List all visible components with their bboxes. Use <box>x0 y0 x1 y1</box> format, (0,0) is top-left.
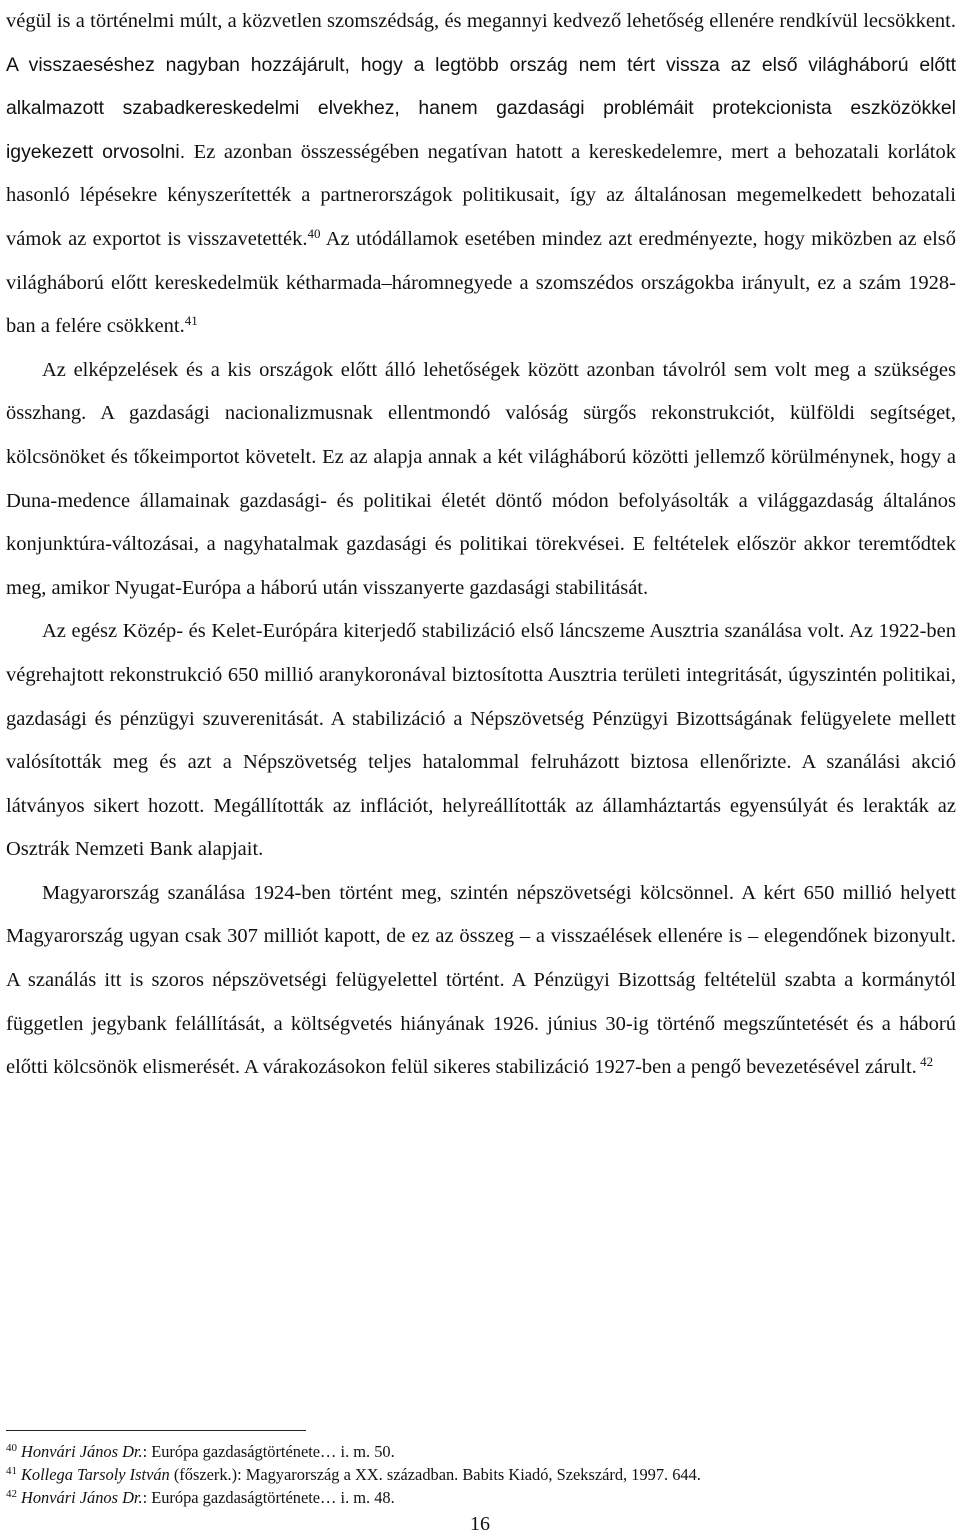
text-segment: Magyarország szanálása 1924-ben történt meg, szintén népszövetségi kölcsönnel. A kért 650 millió helyett Magyarország ugyan csak 307 milliót kapott, de ez az összeg – a visszaélések ellenére is – elegendőnek bizonyult. A szanálás itt is szoros népszövetségi felügyelettel történt. A Pénzügyi Bizottság feltételül szabta a kormánytól független jegybank felállítását, a költségvetés hiányának 1926. június 30-ig történő megszűntetését és a háború előtti kölcsönök elismerését. A várakozásokon felül sikeres stabilizáció 1927-ben a pengő bevezetésével zárult. <box>6 881 956 1079</box>
page-number: 16 <box>470 1513 490 1535</box>
text-segment: Az egész Közép- és Kelet-Európára kiterjedő stabilizáció első láncszeme Ausztria szanálása volt. Az 1922-ben végrehajtott rekonstrukció 650 millió aranykoronával biztosította Ausztria területi integritását, úgyszintén politikai, gazdasági és pénzügyi szuverenitását. A stabilizáció a Népszövetség Pénzügyi Bizottságának felügyelete mellett valósították meg és azt a Népszövetség teljes hatalommal felruházott biztosa ellenőrizte. A szanálási akció látványos sikert hozott. Megállították az inflációt, helyreállították az államháztartás egyensúlyát és lerakták az Osztrák Nemzeti Bank alapjait. <box>6 620 956 861</box>
footnote-reference: 42 <box>916 1054 934 1070</box>
footnote-text: : Európa gazdaságtörténete… i. m. 48. <box>142 1488 395 1507</box>
footnote-number: 41 <box>6 1465 17 1477</box>
text-segment: Az utódállamok esetében mindez azt eredményezte, hogy miközben az első világháború előtt kereskedelmük kétharmada–háromnegyede a szomszédos országokba irányult, ez a szám 1928-ban a felére csökkent. <box>6 227 956 338</box>
body-text <box>6 0 956 1090</box>
text-segment: Ez azonban összességében negatívan hatott a kereskedelemre, mert a behozatali korlátok hasonló lépésekre kényszerítették a partnerországok politikusait, így az általánosan megemelkedett behozatali vámok az exportot is visszavetették. <box>6 140 956 250</box>
footnotes <box>6 1440 946 1509</box>
text-segment: A visszaeséshez nagyban hozzájárult, hogy a legtöbb ország nem tért vissza az első világháború előtt alkalmazott szabadkereskedelmi elvekhez, hanem gazdasági problémáit protekcionista eszközökkel igyekezett orvosolni. <box>6 53 956 163</box>
paragraph <box>6 872 956 1090</box>
footnote-author: Kollega Tarsoly István <box>21 1465 170 1484</box>
text-segment: végül is a történelmi múlt, a közvetlen szomszédság, és megannyi kedvező lehetőség ellenére rendkívül lecsökkent. <box>6 10 956 32</box>
footnote-number: 42 <box>6 1488 17 1500</box>
footnote-author: Honvári János Dr. <box>21 1488 143 1507</box>
paragraph <box>6 349 956 611</box>
text-segment: Az elképzelések és a kis országok előtt álló lehetőségek között azonban távolról sem volt meg a szükséges összhang. A gazdasági nacionalizmusnak ellentmondó valóság sürgős rekonstrukciót, külföldi segítséget, kölcsönöket és tőkeimportot követelt. Ez az alapja annak a két világháború közötti jellemző körülménynek, hogy a Duna-medence államainak gazdasági- és politikai életét döntő módon befolyásolták a világgazdaság általános konjunktúra-változásai, a nagyhatalmak gazdasági és politikai törekvései. E feltételek először akkor teremtődtek meg, amikor Nyugat-Európa a háború után visszanyerte gazdasági stabilitását. <box>6 358 956 599</box>
footnote <box>6 1486 946 1509</box>
footnote-reference: 41 <box>184 313 198 329</box>
paragraph <box>6 610 956 872</box>
footnote-text: : Európa gazdaságtörténete… i. m. 50. <box>142 1442 395 1461</box>
footnote-reference: 40 <box>307 225 321 241</box>
paragraph <box>6 0 956 349</box>
footnote-author: Honvári János Dr. <box>21 1442 143 1461</box>
footnote-text: (főszerk.): Magyarország a XX. században. Babits Kiadó, Szekszárd, 1997. 644. <box>169 1465 701 1484</box>
footnote <box>6 1440 946 1463</box>
footnote <box>6 1463 946 1486</box>
footnote-number: 40 <box>6 1442 17 1454</box>
footnote-separator <box>6 1430 306 1431</box>
